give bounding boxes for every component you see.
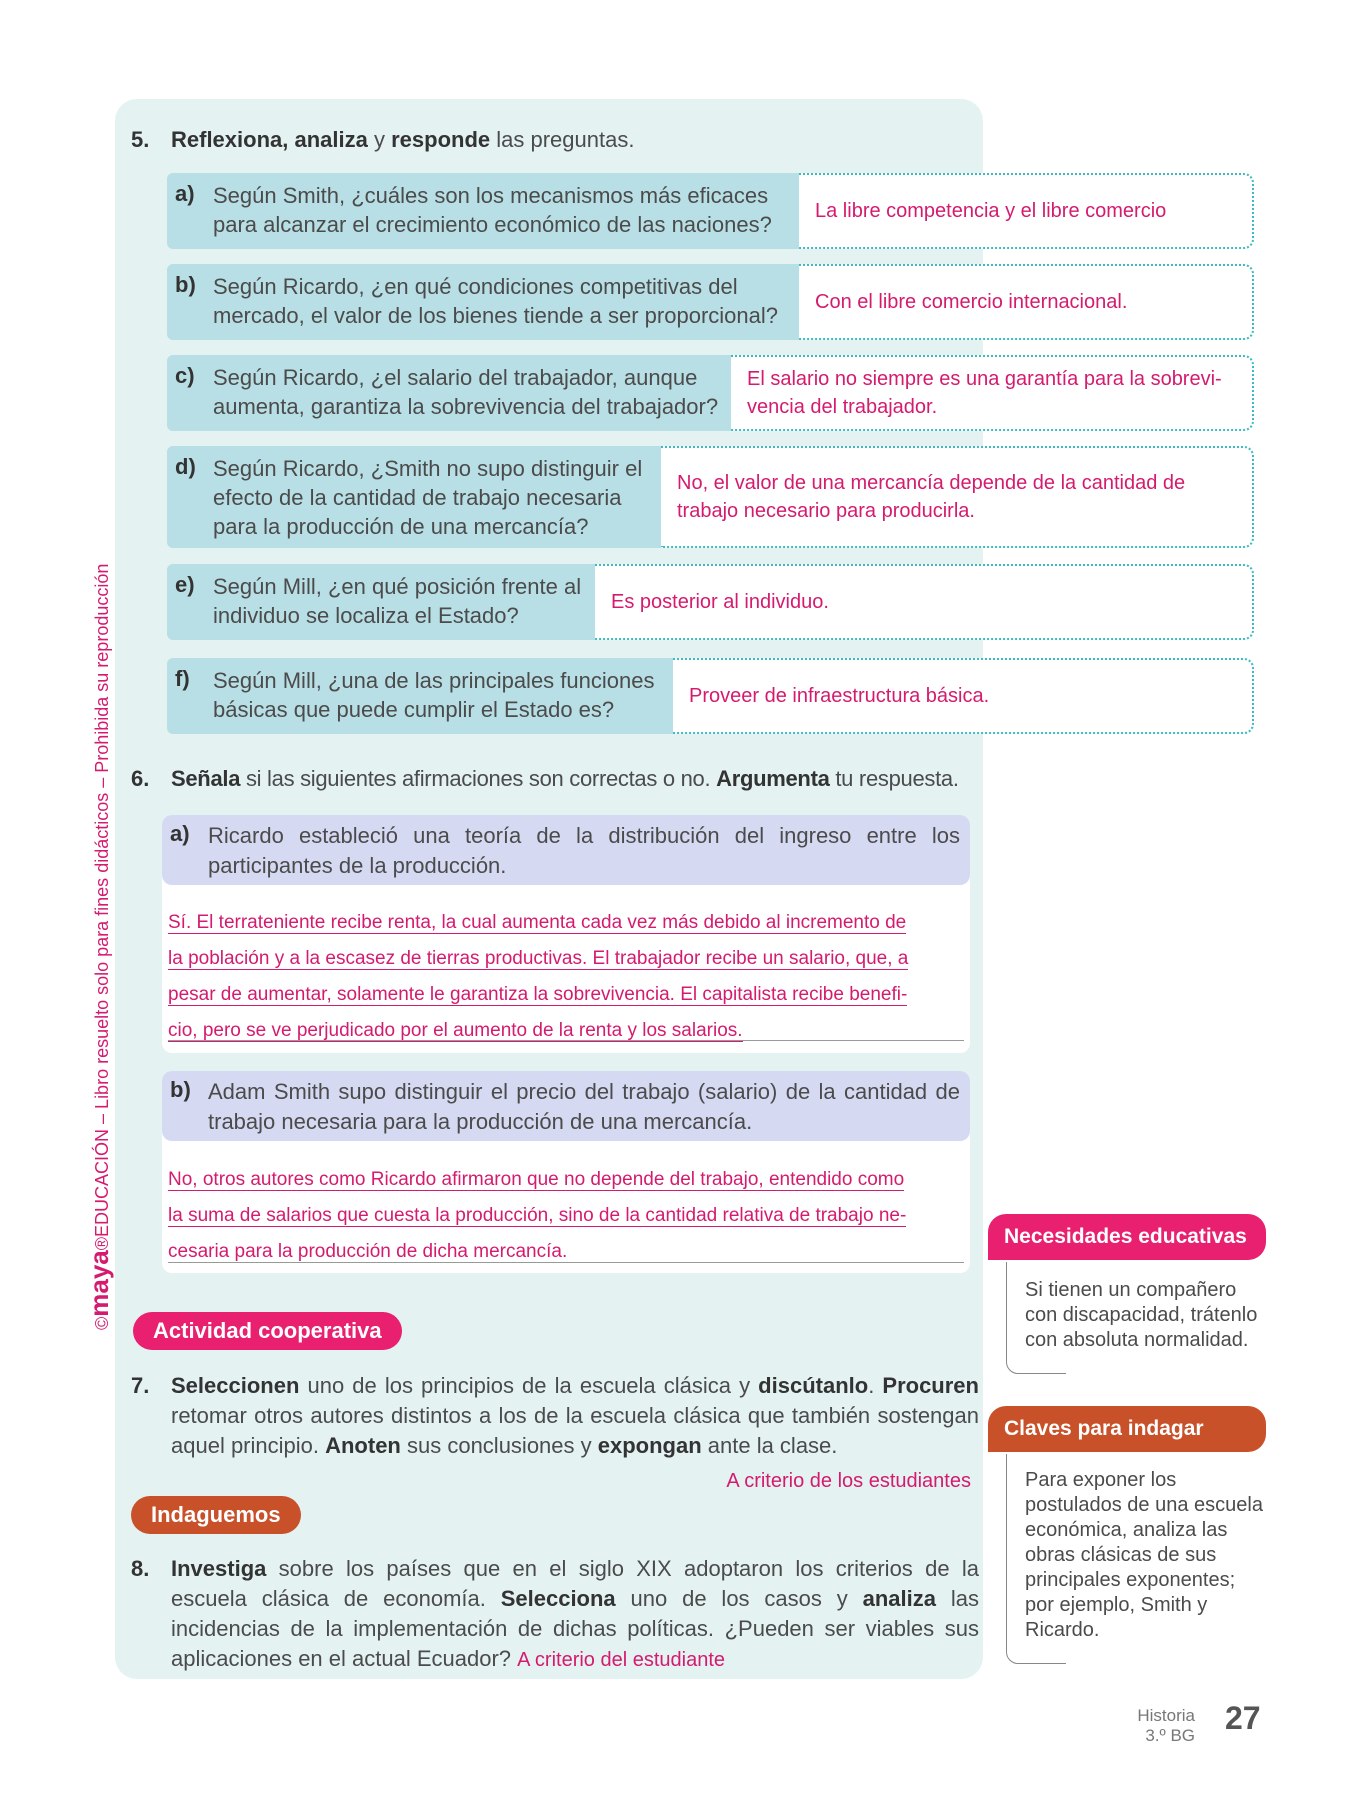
q5d-answer-box: No, el valor de una mercancía depende de la cantidad de trabajo necesario para producirla. xyxy=(661,446,1254,548)
q5e-answer-box: Es posterior al individuo. xyxy=(595,564,1254,640)
q5a-answer-box: La libre competencia y el libre comercio xyxy=(799,173,1254,249)
q5c-question-box: c) Según Ricardo, ¿el salario del trabajador, aunque aumenta, garantiza la sobrevivencia del trabajador? xyxy=(167,355,731,431)
q5b-question-box: b) Según Ricardo, ¿en qué condiciones competitivas del mercado, el valor de los bienes tiende a ser proporcional? xyxy=(167,264,799,340)
q6b-question: b) Adam Smith supo distinguir el precio del trabajo (salario) de la cantidad de trabajo necesaria para la producción de una mercancía. xyxy=(162,1071,970,1141)
q5d-question-box: d) Según Ricardo, ¿Smith no supo distinguir el efecto de la cantidad de trabajo necesaria para la producción de una mercancía? xyxy=(167,446,661,548)
answer-rule xyxy=(168,1262,964,1263)
research-keys-title: Claves para indagar xyxy=(988,1406,1266,1452)
research-keys-text: Para exponer los postulados de una escuela económica, analiza las obras clásicas de sus principales exponentes; por ejemplo, Smith y Ricardo. xyxy=(1025,1469,1263,1641)
special-needs-title: Necesidades educativas xyxy=(988,1214,1266,1260)
q5e-question-box: e) Según Mill, ¿en qué posición frente al individuo se localiza el Estado? xyxy=(167,564,595,640)
cooperative-activity-label: Actividad cooperativa xyxy=(133,1312,402,1350)
indaguemos-label: Indaguemos xyxy=(131,1496,301,1534)
q5f-answer-box: Proveer de infraestructura básica. xyxy=(673,658,1254,734)
q5c-answer-box: El salario no siempre es una garantía para la sobrevi-vencia del trabajador. xyxy=(731,355,1254,431)
q8-answer: A criterio del estudiante xyxy=(517,1649,726,1671)
side-copyright-text: ©maya®EDUCACIÓN – Libro resuelto solo para fines didácticos – Prohibida su reproducción xyxy=(84,563,114,1330)
q5b-answer-box: Con el libre comercio internacional. xyxy=(799,264,1254,340)
special-needs-text: Si tienen un compañero con discapacidad, trátenlo con absoluta normalidad. xyxy=(1025,1279,1258,1351)
maya-logo: maya xyxy=(84,1250,114,1317)
q5f-question-box: f) Según Mill, ¿una de las principales funciones básicas que puede cumplir el Estado es? xyxy=(167,658,673,734)
sidebar-bracket xyxy=(1006,1262,1066,1374)
q6a-box xyxy=(162,815,970,1053)
footer-subject: Historia 3.º BG xyxy=(1137,1706,1195,1745)
q6a-answer: Sí. El terrateniente recibe renta, la cual aumenta cada vez más debido al incremento de la población y a la escasez de tierras productivas. El trabajador recibe un salario, que, a pesar de aumentar, solamente le garantiza la sobrevivencia. El capitalista recibe benefi- cio, pero se ve perjudicado por el aumento de la renta y los salarios. xyxy=(168,912,909,1041)
q6b-answer: No, otros autores como Ricardo afirmaron que no depende del trabajo, entendido como la suma de salarios que cuesta la producción, sino de la cantidad relativa de trabajo ne- cesaria para la producción de dicha mercancía. xyxy=(168,1169,907,1262)
q6a-question: a) Ricardo estableció una teoría de la distribución del ingreso entre los participantes de la producción. xyxy=(162,815,970,885)
q5a-question-box: a) Según Smith, ¿cuáles son los mecanismos más eficaces para alcanzar el crecimiento económico de las naciones? xyxy=(167,173,799,249)
q7-answer: A criterio de los estudiantes xyxy=(726,1470,971,1492)
sidebar-bracket xyxy=(1006,1454,1066,1664)
q6b-box xyxy=(162,1071,970,1273)
page-number: 27 xyxy=(1225,1700,1261,1736)
answer-rule xyxy=(168,1040,964,1041)
